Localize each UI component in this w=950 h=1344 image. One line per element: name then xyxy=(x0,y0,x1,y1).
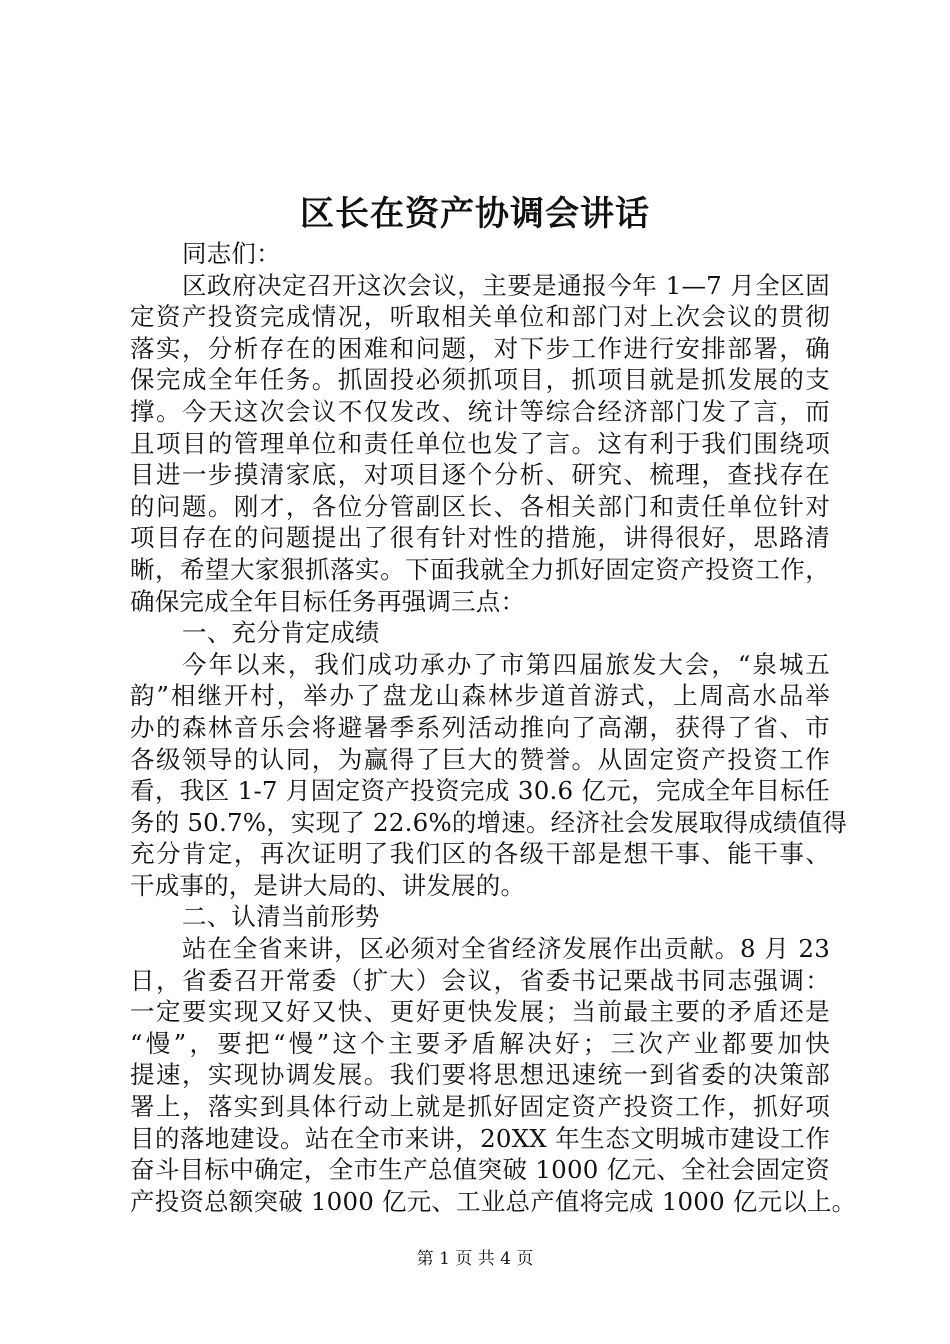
text-line: 撑。今天这次会议不仅发改、统计等综合经济部门发了言，而 xyxy=(130,396,830,426)
text-line: 韵”相继开村，举办了盘龙山森林步道首游式，上周高水品举 xyxy=(130,681,830,711)
text-line: 署上，落实到具体行动上就是抓好固定资产投资工作，抓好项 xyxy=(130,1092,830,1122)
page-footer: 第 1 页 共 4 页 xyxy=(416,1249,534,1269)
text-line: 办的森林音乐会将避暑季系列活动推向了高潮，获得了省、市 xyxy=(130,712,830,742)
document-body xyxy=(130,238,857,1217)
text-line: 项目存在的问题提出了很有针对性的措施，讲得很好，思路清 xyxy=(130,523,830,553)
text-line: 的问题。刚才，各位分管副区长、各相关部门和责任单位针对 xyxy=(130,491,830,521)
text-line: 提速，实现协调发展。我们要将思想迅速统一到省委的决策部 xyxy=(130,1060,830,1090)
text-line: 确保完成全年目标任务再强调三点： xyxy=(130,586,526,616)
text-line: 且项目的管理单位和责任单位也发了言。这有利于我们围绕项 xyxy=(130,428,830,458)
text-line: 二、认清当前形势 xyxy=(182,902,380,932)
text-line: 今年以来，我们成功承办了市第四届旅发大会，“泉城五 xyxy=(182,649,830,679)
text-line: 落实，分析存在的困难和问题，对下步工作进行安排部署，确 xyxy=(130,333,830,363)
text-line: 务的 50.7%，实现了 22.6%的增速。经济社会发展取得成绩值得 xyxy=(130,807,848,837)
text-line: 一定要实现又好又快、更好更快发展；当前最主要的矛盾还是 xyxy=(130,997,830,1027)
text-line: 目进一步摸清家底，对项目逐个分析、研究、梳理，查找存在 xyxy=(130,460,830,490)
text-line: 目的落地建设。站在全市来讲，20XX 年生态文明城市建设工作 xyxy=(130,1123,830,1153)
text-line: “慢”，要把“慢”这个主要矛盾解决好；三次产业都要加快 xyxy=(130,1028,830,1058)
text-line: 奋斗目标中确定，全市生产总值突破 1000 亿元、全社会固定资 xyxy=(130,1155,830,1185)
document-title: 区长在资产协调会讲话 xyxy=(300,194,650,234)
text-line: 定资产投资完成情况，听取相关单位和部门对上次会议的贯彻 xyxy=(130,302,830,332)
text-line: 同志们： xyxy=(182,239,281,268)
text-line: 充分肯定，再次证明了我们区的各级干部是想干事、能干事、 xyxy=(130,839,830,869)
text-line: 看，我区 1-7 月固定资产投资完成 30.6 亿元，完成全年目标任 xyxy=(130,776,830,806)
text-line: 日，省委召开常委（扩大）会议，省委书记栗战书同志强调： xyxy=(130,965,830,995)
text-line: 站在全省来讲，区必须对全省经济发展作出贡献。8 月 23 xyxy=(182,934,830,964)
text-line: 产投资总额突破 1000 亿元、工业总产值将完成 1000 亿元以上。 xyxy=(130,1186,857,1216)
text-line: 各级领导的认同，为赢得了巨大的赞誉。从固定资产投资工作 xyxy=(130,744,830,774)
text-line: 一、充分肯定成绩 xyxy=(182,618,380,648)
text-line: 保完成全年任务。抓固投必须抓项目，抓项目就是抓发展的支 xyxy=(130,365,830,395)
text-line: 晰，希望大家狠抓落实。下面我就全力抓好固定资产投资工作， xyxy=(130,554,830,584)
text-line: 干成事的，是讲大局的、讲发展的。 xyxy=(130,870,526,900)
text-line: 区政府决定召开这次会议，主要是通报今年 1—7 月全区固 xyxy=(182,270,830,300)
